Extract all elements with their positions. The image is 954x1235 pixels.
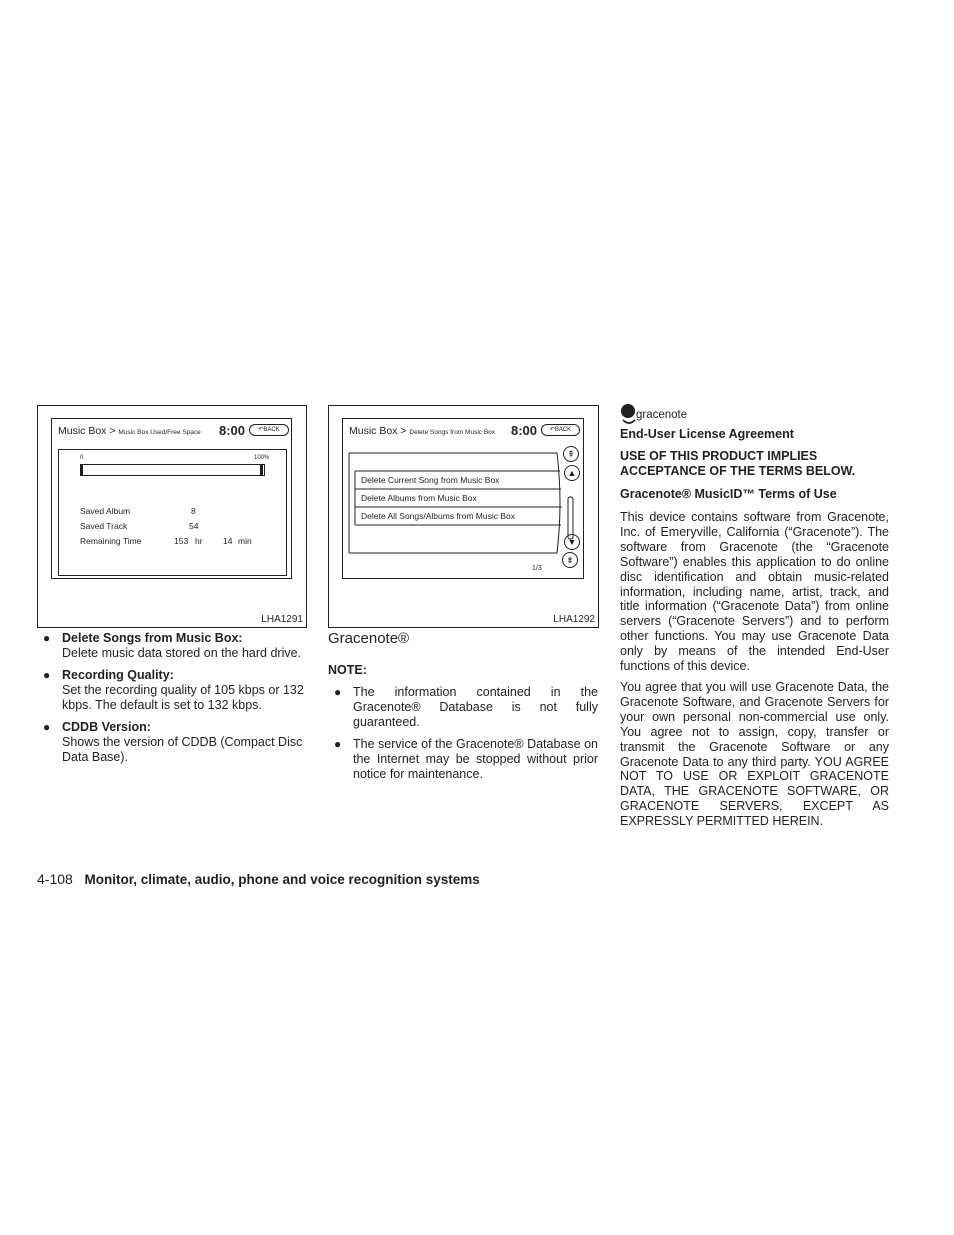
stat-remaining-minutes: 14 [223,536,233,546]
back-button[interactable]: ↶BACK [541,424,580,436]
capacity-bar-start [81,465,83,475]
scroll-up-button[interactable]: ▲ [564,465,580,481]
list-item [328,685,598,730]
bullet-icon: ● [43,720,51,734]
scroll-page-down-button[interactable]: ⇟ [562,552,578,568]
terms-paragraph-1: This device contains software from Gracenote, Inc. of Emeryville, California (“Gracenote”). The software from Gracenote (the “Gracenote Software”) enables this application to do online disc identification and obtain music-related information, including name, artist, track, and title information (“Gracenote Data”) from online servers (“Gracenote Servers”) and to perform other functions. You may use Gracenote Data only by means of the intended End-User functions of this device. [620,510,889,674]
bullet-icon: ● [334,685,342,699]
capacity-bar [80,464,265,476]
figure-music-box-used-free-space [37,405,307,628]
list-item-title: Delete Songs from Music Box: [62,631,243,645]
list-item-text: Set the recording quality of 105 kbps or 132 kbps. The default is set to 132 kbps. [62,683,304,712]
bullet-icon: ● [43,668,51,682]
list-item [37,720,307,765]
back-arrow-icon: ↶ [549,427,555,433]
screen-frame [342,418,584,579]
page-number: 4-108 [37,871,73,887]
screen-subtitle: Delete Songs from Music Box [409,429,496,436]
capacity-bar-fill [81,465,263,475]
bar-min-label: 0 [80,455,84,461]
page-footer [37,871,480,887]
music-box-settings-list [37,631,307,772]
page-indicator: 1/3 [532,565,542,572]
stat-saved-album-label: Saved Album [80,506,131,516]
screen-title: Music Box > Music Box Used/Free Space [58,425,201,437]
terms-of-use-title: Gracenote® MusicID™ Terms of Use [620,487,837,501]
figure-label: LHA1291 [261,614,303,625]
scroll-down-button[interactable]: ▼ [564,534,580,550]
list-item-text: Shows the version of CDDB (Compact Disc Data Base). [62,735,303,764]
section-heading-gracenote: Gracenote® [328,630,410,647]
scroll-page-up-button[interactable]: ⇞ [563,446,579,462]
back-button[interactable]: ↶BACK [249,424,289,436]
menu-item-delete-albums[interactable]: Delete Albums from Music Box [361,493,477,503]
eula-title: End-User License Agreement [620,427,794,441]
figure-delete-songs-from-music-box [328,405,599,628]
stat-saved-album-value: 8 [191,506,196,516]
screen-title: Music Box > Delete Songs from Music Box [349,425,496,437]
section-title: Monitor, climate, audio, phone and voice recognition systems [84,872,480,887]
note-label: NOTE: [328,663,367,677]
stat-remaining-hours: 153 [174,536,189,546]
list-item [37,668,307,713]
list-item [328,737,598,782]
stat-remaining-hours-unit: hr [195,536,203,546]
menu-item-delete-all-songs-albums[interactable]: Delete All Songs/Albums from Music Box [361,511,516,521]
list-item-title: Recording Quality: [62,668,174,682]
back-arrow-icon: ↶ [258,427,264,433]
note-text: The service of the Gracenote® Database on the Internet may be stopped without prior notice for maintenance. [353,737,598,781]
clock-time: 8:00 [219,423,246,438]
screen-frame [51,418,292,579]
list-item-title: CDDB Version: [62,720,151,734]
stat-remaining-time-label: Remaining Time [80,536,142,546]
figure-label: LHA1292 [553,614,595,625]
list-item-text: Delete music data stored on the hard drive. [62,646,302,660]
stat-saved-track-value: 54 [189,521,199,531]
gracenote-logo [620,402,710,424]
acceptance-warning: USE OF THIS PRODUCT IMPLIES ACCEPTANCE OF THE TERMS BELOW. [620,449,856,478]
terms-paragraph-2: You agree that you will use Gracenote Data, the Gracenote Software, and Gracenote Servers for your own personal non-commercial use only. You agree not to assign, copy, transfer or transmit the Gracenote Software or any Gracenote Data to any third party. YOU AGREE NOT TO USE OR EXPLOIT GRACENOTE DATA, THE GRACENOTE SOFTWARE, OR GRACENOTE SERVERS, EXCEPT AS EXPRESSLY PERMITTED HEREIN. [620,680,889,829]
stat-remaining-minutes-unit: min [238,536,252,546]
bullet-icon: ● [43,631,51,645]
bar-max-label: 100% [254,455,270,461]
bullet-icon: ● [334,737,342,751]
gracenote-logo-text: gracenote [636,409,688,421]
screen-subtitle: Music Box Used/Free Space [118,429,201,436]
stat-saved-track-label: Saved Track [80,521,128,531]
menu-item-delete-current-song[interactable]: Delete Current Song from Music Box [361,475,500,485]
note-list [328,685,598,789]
menu-list-frame [343,441,583,571]
clock-time: 8:00 [511,423,538,438]
list-item [37,631,307,661]
note-text: The information contained in the Gracenote® Database is not fully guaranteed. [353,685,598,729]
